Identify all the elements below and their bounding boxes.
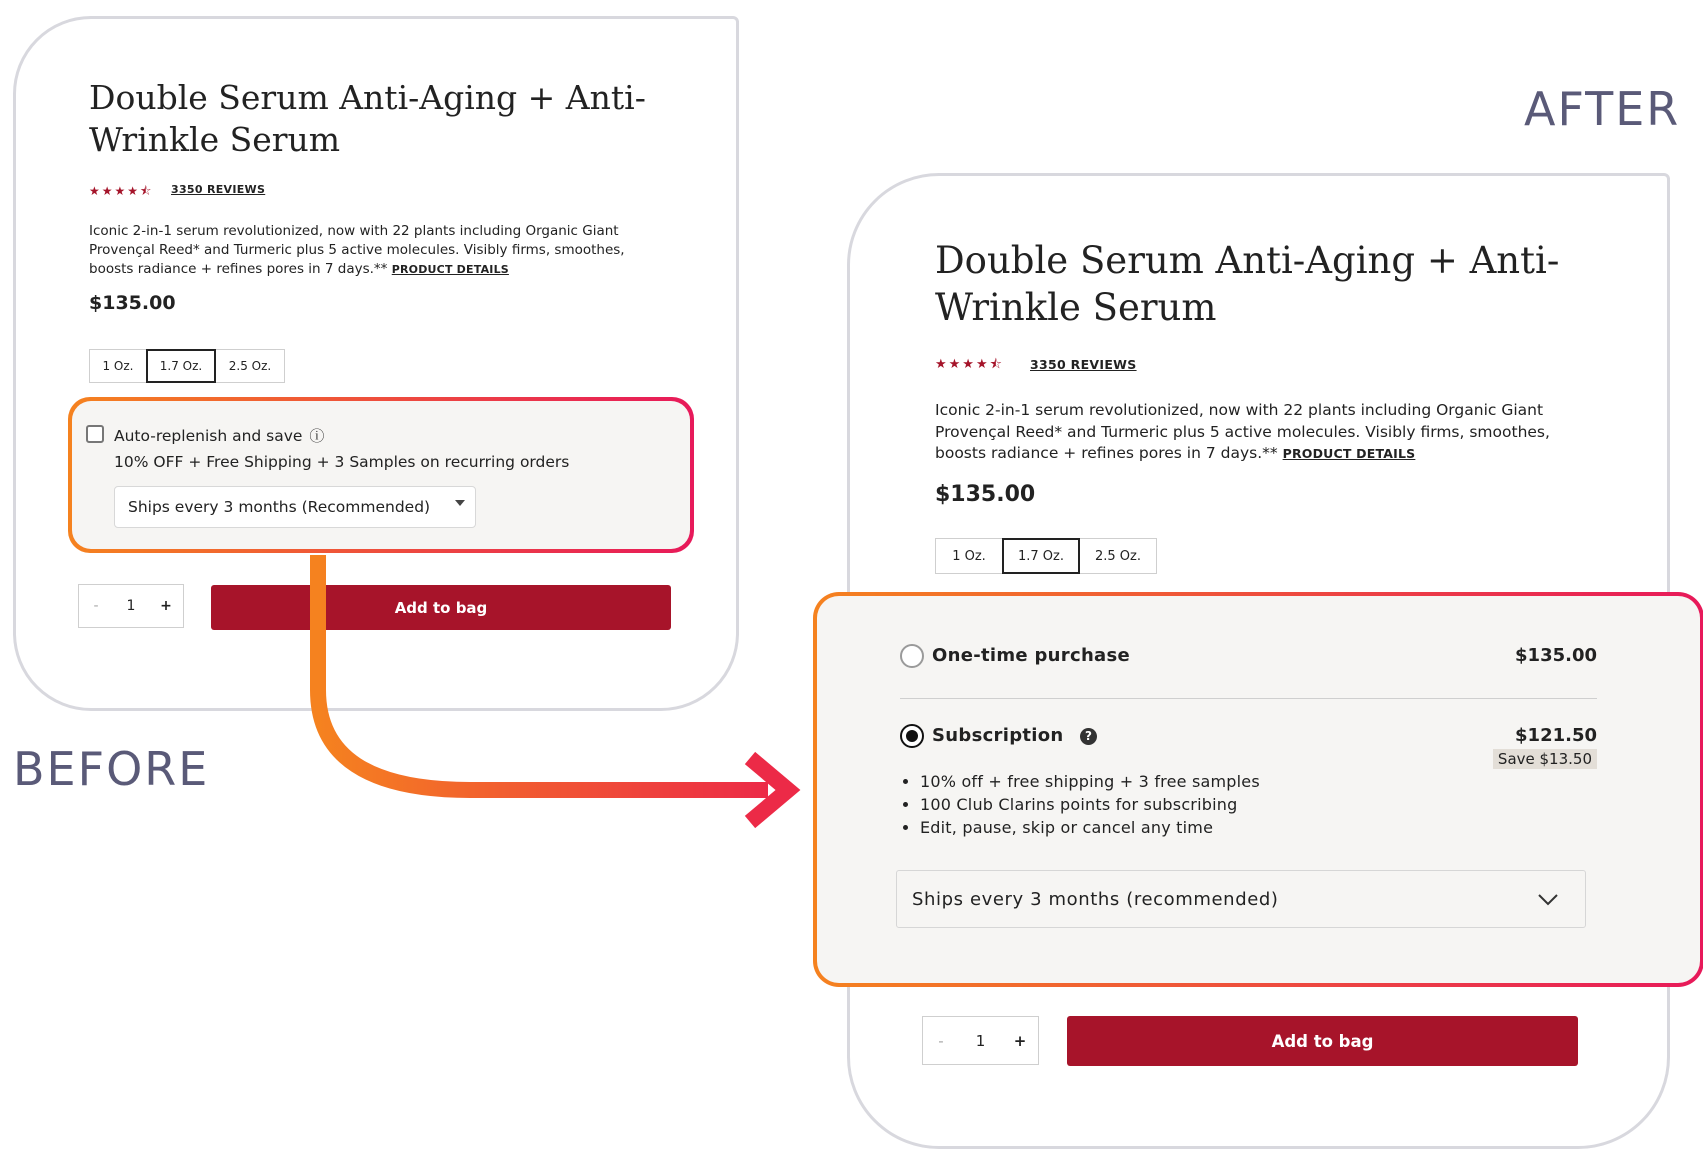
one-time-price: $135.00	[1515, 645, 1597, 666]
one-time-radio[interactable]	[900, 644, 924, 668]
help-icon[interactable]: ?	[1080, 728, 1097, 745]
product-details-link[interactable]: PRODUCT DETAILS	[1282, 446, 1416, 462]
size-option-2-5oz[interactable]: 2.5 Oz.	[1079, 538, 1157, 574]
benefit-item: • 100 Club Clarins points for subscribing	[920, 793, 1260, 816]
product-description: Iconic 2-in-1 serum revolutionized, now with 22 plants including Organic Giant Provençal Reed* and Turmeric plus 5 active molecules. Visibly firms, smoothes, boosts radiance + refines pores in 7 days.** PRODUCT DETAILS	[89, 223, 625, 277]
after-label: AFTER	[1524, 82, 1681, 136]
quantity-decrease-button[interactable]: -	[93, 598, 99, 614]
before-subscription-highlight	[68, 397, 694, 553]
size-option-2-5oz[interactable]: 2.5 Oz.	[215, 349, 285, 383]
chevron-down-icon	[1537, 893, 1559, 907]
quantity-increase-button[interactable]: +	[1013, 1031, 1027, 1050]
after-frequency-select[interactable]: Ships every 3 months (recommended)	[896, 870, 1586, 928]
subscription-label: Subscription ?	[932, 725, 1097, 746]
add-to-bag-button[interactable]: Add to bag	[1067, 1016, 1578, 1066]
before-frequency-select[interactable]: Ships every 3 months (Recommended)	[114, 486, 476, 528]
dropdown-caret-icon	[455, 500, 465, 506]
product-price: $135.00	[89, 292, 176, 314]
product-price: $135.00	[935, 482, 1036, 507]
product-title	[89, 77, 646, 161]
benefit-item: • 10% off + free shipping + 3 free samples	[920, 770, 1260, 793]
one-time-label: One-time purchase	[932, 645, 1131, 666]
size-selector	[935, 538, 1156, 574]
add-to-bag-button[interactable]: Add to bag	[211, 585, 671, 630]
quantity-stepper[interactable]	[78, 584, 184, 628]
auto-replenish-label: Auto-replenish and save ⓘ	[114, 427, 325, 445]
quantity-stepper[interactable]	[922, 1016, 1039, 1065]
after-subscription-highlight	[813, 592, 1703, 987]
size-option-1oz[interactable]: 1 Oz.	[89, 349, 147, 383]
rating-stars: ★★★★⯪	[89, 184, 154, 198]
before-label: BEFORE	[13, 742, 210, 796]
subscription-benefits	[900, 770, 1260, 839]
benefit-item: • Edit, pause, skip or cancel any time	[920, 816, 1260, 839]
rating-stars: ★★★★⯪	[935, 357, 1004, 372]
reviews-link[interactable]: 3350 REVIEWS	[171, 183, 266, 196]
title-line-1: Double Serum Anti-Aging + Anti-	[935, 239, 1560, 282]
quantity-value: 1	[975, 1031, 986, 1050]
size-option-1-7oz[interactable]: 1.7 Oz.	[146, 349, 216, 383]
subscription-radio[interactable]	[900, 724, 924, 748]
quantity-decrease-button[interactable]: -	[938, 1031, 944, 1050]
size-option-1oz[interactable]: 1 Oz.	[935, 538, 1003, 574]
size-option-1-7oz[interactable]: 1.7 Oz.	[1002, 538, 1080, 574]
quantity-increase-button[interactable]: +	[160, 598, 172, 614]
save-badge: Save $13.50	[1493, 749, 1597, 769]
option-divider	[900, 698, 1597, 699]
before-benefit-text: 10% OFF + Free Shipping + 3 Samples on recurring orders	[114, 453, 570, 471]
size-selector	[89, 349, 284, 383]
info-icon[interactable]: ⓘ	[309, 427, 325, 445]
after-subscription-panel	[817, 596, 1700, 983]
product-title	[935, 238, 1559, 332]
auto-replenish-checkbox[interactable]	[86, 425, 104, 443]
title-line-2: Wrinkle Serum	[89, 119, 341, 159]
before-subscription-panel	[72, 401, 690, 549]
product-details-link[interactable]: PRODUCT DETAILS	[391, 262, 509, 276]
product-description: Iconic 2-in-1 serum revolutionized, now with 22 plants including Organic Giant Provençal Reed* and Turmeric plus 5 active molecules. Visibly firms, smoothes, boosts radiance + refines pores in 7 days.** PRODUCT DETAILS	[935, 401, 1550, 463]
reviews-link[interactable]: 3350 REVIEWS	[1030, 357, 1137, 372]
quantity-value: 1	[126, 598, 136, 614]
before-product-card	[13, 16, 739, 711]
title-line-2: Wrinkle Serum	[935, 285, 1217, 329]
title-line-1: Double Serum Anti-Aging + Anti-	[89, 78, 646, 117]
subscription-price: $121.50	[1515, 725, 1597, 746]
